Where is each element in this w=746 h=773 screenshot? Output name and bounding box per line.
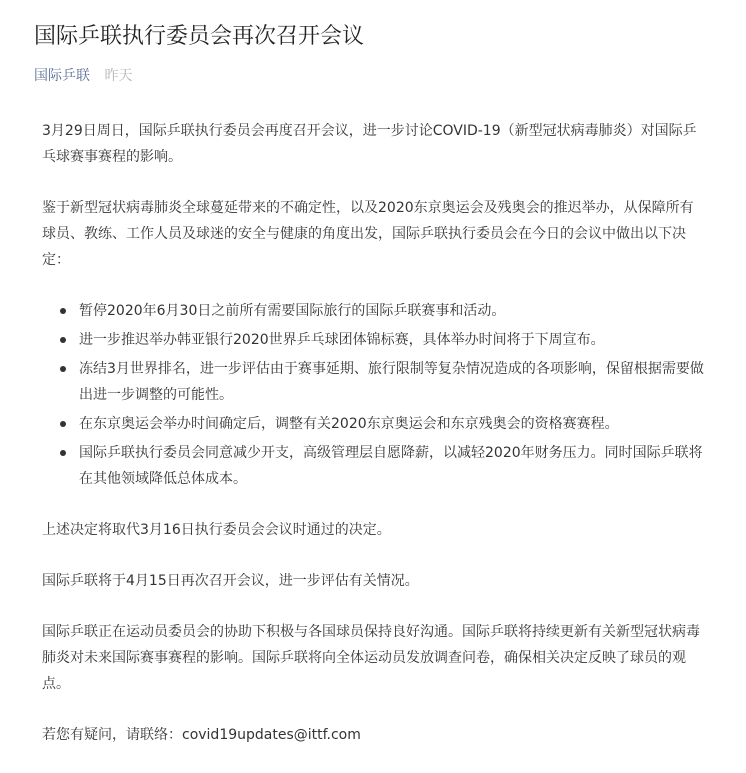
paragraph-intro: 3月29日周日，国际乒联执行委员会再度召开会议，进一步讨论COVID-19（新型冠状病毒肺炎）对国际乒乓球赛事赛程的影响。: [42, 123, 697, 165]
paragraph-contact: 若您有疑问，请联络：covid19updates@ittf.com: [42, 727, 361, 743]
list-item-text: 国际乒联执行委员会同意减少开支，高级管理层自愿降薪，以减轻2020年财务压力。同时国际乒联将在其他领域降低总体成本。: [79, 445, 703, 487]
author-link[interactable]: 国际乒联: [34, 68, 90, 84]
article-title: 国际乒联执行委员会再次召开会议: [34, 24, 365, 49]
bullet-icon: [60, 450, 66, 456]
paragraph-context: 鉴于新型冠状病毒肺炎全球蔓延带来的不确定性，以及2020东京奥运会及残奥会的推迟举办，从保障所有球员、教练、工作人员及球迷的安全与健康的角度出发，国际乒联执行委员会在今日的会议中做出以下决定：: [42, 200, 694, 268]
article-body: [42, 118, 707, 773]
decision-list: [42, 298, 707, 492]
bullet-icon: [60, 337, 66, 343]
list-item: [79, 356, 707, 408]
list-item: [79, 327, 707, 353]
article-meta: [34, 66, 132, 86]
bullet-icon: [60, 366, 66, 372]
paragraph-supersede: 上述决定将取代3月16日执行委员会会议时通过的决定。: [42, 522, 391, 538]
list-item-text: 进一步推迟举办韩亚银行2020世界乒乓球团体锦标赛，具体举办时间将于下周宣布。: [79, 332, 605, 348]
list-item: [79, 298, 707, 324]
bullet-icon: [60, 421, 66, 427]
paragraph-communication: 国际乒联正在运动员委员会的协助下积极与各国球员保持良好沟通。国际乒联将持续更新有关新型冠状病毒肺炎对未来国际赛事赛程的影响。国际乒联将向全体运动员发放调查问卷，确保相关决定反映了球员的观点。: [42, 624, 700, 692]
bullet-icon: [60, 308, 66, 314]
list-item: [79, 411, 707, 437]
list-item-text: 暂停2020年6月30日之前所有需要国际旅行的国际乒联赛事和活动。: [79, 303, 506, 319]
publish-date: 昨天: [104, 68, 133, 84]
list-item-text: 在东京奥运会举办时间确定后，调整有关2020东京奥运会和东京残奥会的资格赛赛程。: [79, 416, 619, 432]
list-item-text: 冻结3月世界排名，进一步评估由于赛事延期、旅行限制等复杂情况造成的各项影响，保留根据需要做出进一步调整的可能性。: [79, 361, 704, 403]
list-item: [79, 440, 707, 492]
paragraph-next-meeting: 国际乒联将于4月15日再次召开会议，进一步评估有关情况。: [42, 573, 419, 589]
